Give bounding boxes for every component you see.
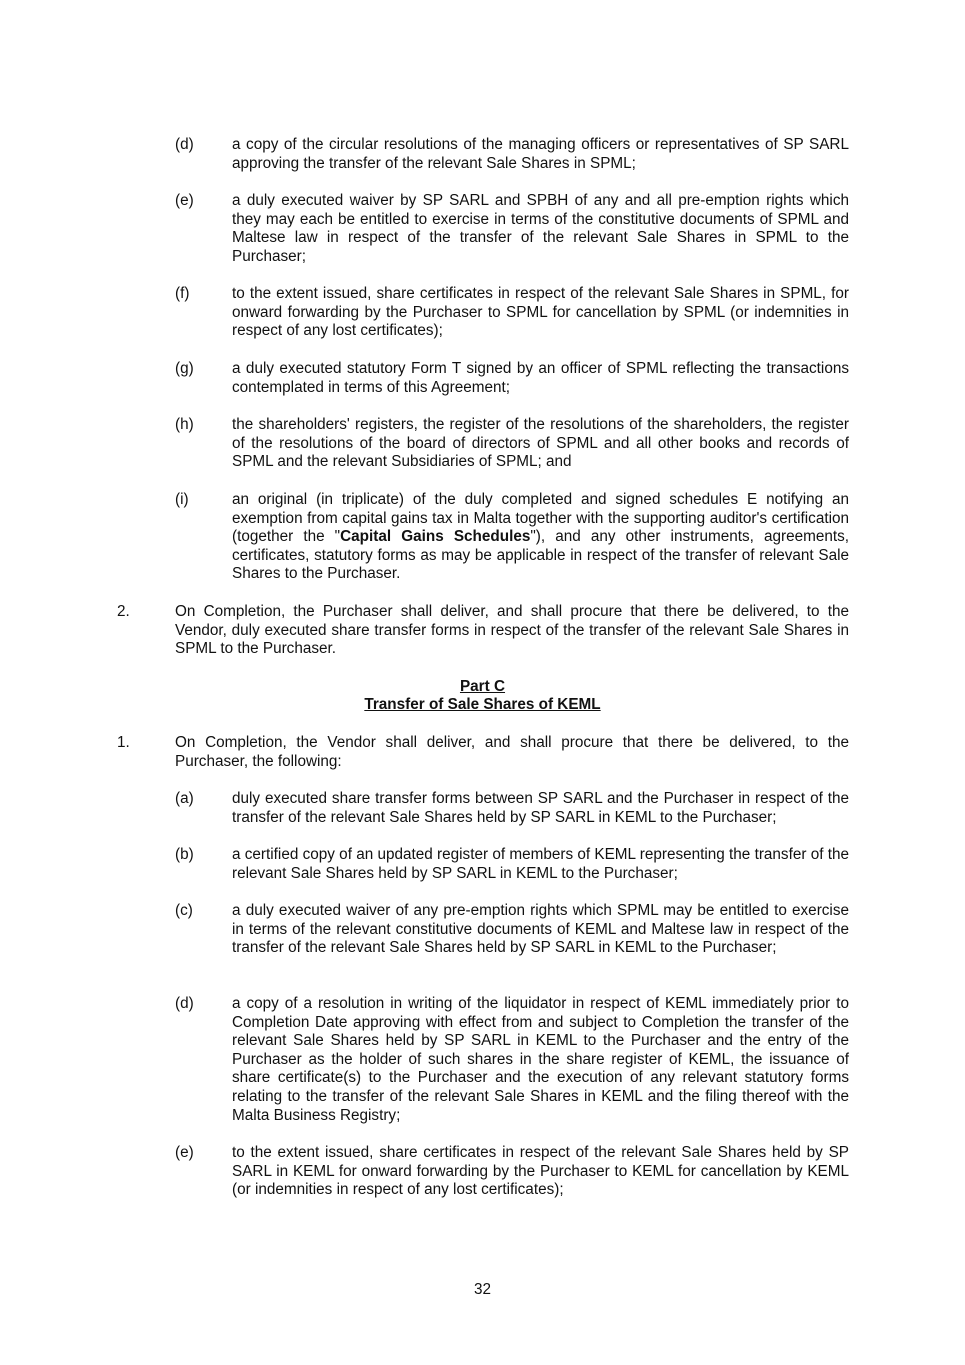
clause-number: 1.	[117, 734, 130, 751]
item-label: (g)	[175, 360, 194, 377]
item-label: (f)	[175, 285, 190, 302]
section-title: Part C	[459, 678, 506, 695]
defined-term: Capital Gains Schedules	[340, 528, 531, 546]
item-label: (a)	[175, 790, 194, 807]
clause-number: 2.	[117, 603, 130, 620]
item-label: (d)	[175, 136, 194, 153]
item-text: to the extent issued, share certificates in respect of the relevant Sale Shares held by SP SARL in KEML for onward forwarding by the Purchaser to KEML for cancellation by KEML (or indemnities in respect of any lost certificates);	[232, 1144, 849, 1199]
item-text: an original (in triplicate) of the duly completed and signed schedules E notifying an exemption from capital gains tax in Malta together with the supporting auditor's certification (together the "Capital Gains Schedules"), and any other instruments, agreements, certificates, statutory forms as may be applicable in respect of the transfer of relevant Sale Shares to the Purchaser.	[232, 491, 849, 583]
clause-text: On Completion, the Purchaser shall deliver, and shall procure that there be delivered, to the Vendor, duly executed share transfer forms in respect of the transfer of the relevant Sale Shares in SPML to the Purchaser.	[175, 603, 849, 658]
item-label: (d)	[175, 995, 194, 1012]
item-label: (b)	[175, 846, 194, 863]
item-label: (c)	[175, 902, 193, 919]
item-text: a duly executed waiver by SP SARL and SPBH of any and all pre-emption rights which they may each be entitled to exercise in terms of the constitutive documents of SPML and Maltese law in respect of the transfer of the relevant Sale Shares in SPML to the Purchaser;	[232, 192, 849, 265]
item-text: a duly executed waiver of any pre-emption rights which SPML may be entitled to exercise in terms of the relevant constitutive documents of KEML and Maltese law in respect of the transfer of the relevant Sale Shares held by SP SARL in KEML to the Purchaser;	[232, 902, 849, 957]
item-label: (e)	[175, 1144, 194, 1161]
section-subtitle: Transfer of Sale Shares of KEML	[364, 696, 601, 713]
item-text: the shareholders' registers, the register of the resolutions of the shareholders, the register of the resolutions of the board of directors of SPML and all other books and records of SPML and the relevant Subsidiaries of SPML; and	[232, 416, 849, 471]
item-text: to the extent issued, share certificates in respect of the relevant Sale Shares in SPML, for onward forwarding by the Purchaser to SPML for cancellation by SPML (or indemnities in respect of any lost certificates);	[232, 285, 849, 340]
item-label: (h)	[175, 416, 194, 433]
item-text: a copy of a resolution in writing of the liquidator in respect of KEML immediately prior to Completion Date approving with effect from and subject to Completion the transfer of the relevant Sale Shares held by SP SARL in KEML to the Purchaser and the entry of the Purchaser as the holder of such shares in the share register of KEML, the issuance of share certificate(s) to the Purchaser and the execution of any relevant statutory forms relating to the transfer of the relevant Sale Shares in KEML and the filing thereof with the Malta Business Registry;	[232, 995, 849, 1124]
item-text: a duly executed statutory Form T signed by an officer of SPML reflecting the transactions contemplated in terms of this Agreement;	[232, 360, 849, 396]
item-label: (e)	[175, 192, 194, 209]
clause-text: On Completion, the Vendor shall deliver, and shall procure that there be delivered, to the Purchaser, the following:	[175, 734, 849, 770]
item-label: (i)	[175, 491, 189, 508]
page-number: 32	[473, 1281, 491, 1298]
item-text: a copy of the circular resolutions of the managing officers or representatives of SP SARL approving the transfer of the relevant Sale Shares in SPML;	[232, 136, 849, 172]
item-text: duly executed share transfer forms between SP SARL and the Purchaser in respect of the transfer of the relevant Sale Shares held by SP SARL in KEML to the Purchaser;	[232, 790, 849, 826]
item-text: a certified copy of an updated register of members of KEML representing the transfer of the relevant Sale Shares held by SP SARL in KEML to the Purchaser;	[232, 846, 849, 882]
